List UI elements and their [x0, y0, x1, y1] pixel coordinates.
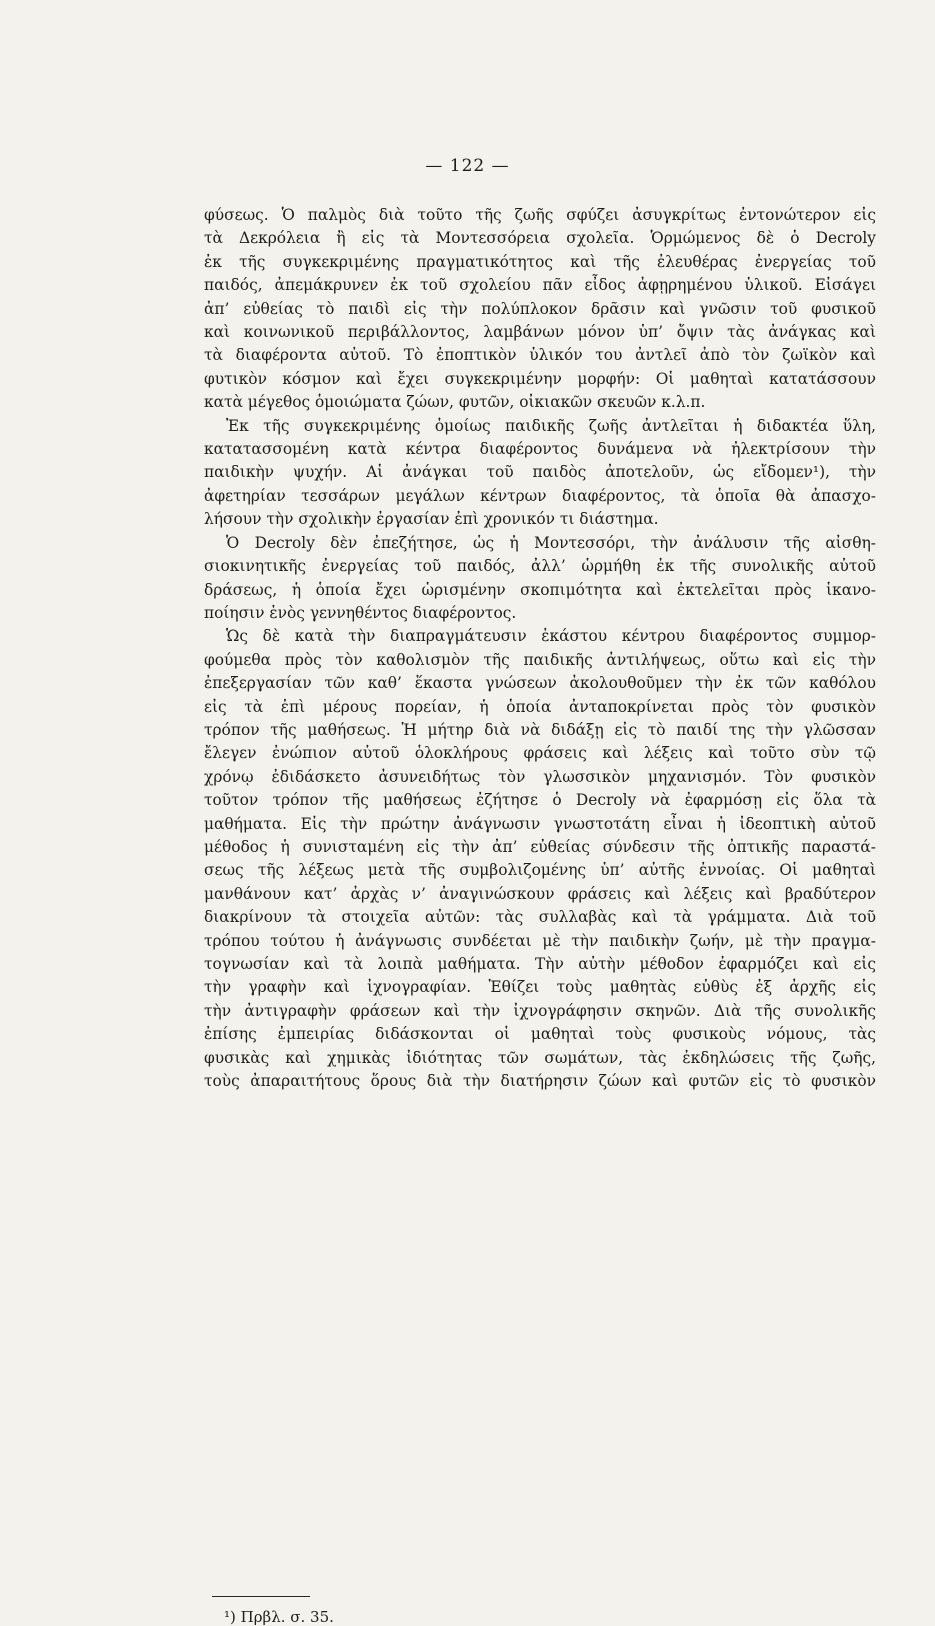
page-number: — 122 —	[425, 156, 510, 176]
text-line: Ἐκ τῆς συγκεκριμένης ὁμοίως παιδικῆς ζωῆς ἀντλεῖται ἡ διδακτέα ὕλη,	[226, 416, 876, 435]
text-line: Ὁ Decroly δὲν ἐπεζήτησε, ὡς ἡ Μοντεσσόρι, τὴν ἀνάλυσιν τῆς αἰσθη-	[226, 533, 876, 552]
text-line: ποίησιν ἑνὸς γεννηθέντος διαφέροντος.	[204, 603, 517, 622]
text-line: σιοκινητικῆς ἐνεργείας τοῦ παιδός, ἀλλ’ ὡρμήθη ἐκ τῆς συνολικῆς αὐτοῦ	[204, 557, 876, 576]
text-line: Ὡς δὲ κατὰ τὴν διαπραγμάτευσιν ἑκάστου κέντρου διαφέροντος συμμορ-	[226, 627, 876, 646]
text-line: λήσουν τὴν σχολικὴν ἐργασίαν ἐπὶ χρονικόν τι διάστημα.	[204, 510, 659, 529]
text-line: τογνωσίαν καὶ τὰ λοιπὰ μαθήματα. Τὴν αὐτὴν μέθοδον ἐφαρμόζει καὶ εἰς	[204, 955, 876, 973]
text-line: δράσεως, ἡ ὁποία ἔχει ὡρισμένην σκοπιμότητα καὶ ἐκτελεῖται πρὸς ἱκανο-	[204, 580, 876, 599]
text-line: παιδός, ἀπεμάκρυνεν ἐκ τοῦ σχολείου πᾶν εἶδος ἀφῃρημένου ὑλικοῦ. Εἰσάγει	[204, 276, 876, 295]
text-line: τρόπου τούτου ἡ ἀνάγνωσις συνδέεται μὲ τὴν παιδικὴν ζωήν, μὲ τὴν πραγμα-	[204, 931, 876, 950]
body-text	[204, 204, 876, 1093]
text-line: κατὰ μέγεθος ὁμοιώματα ζώων, φυτῶν, οἰκιακῶν σκευῶν κ.λ.π.	[204, 393, 706, 412]
text-line: φυσικὰς καὶ χημικὰς ἰδιότητας τῶν σωμάτων, τὰς ἐκδηλώσεις τῆς ζωῆς,	[204, 1048, 876, 1067]
text-line: μέθοδος ἡ συνισταμένη εἰς τὴν ἀπ’ εὐθείας σύνδεσιν τῆς ὀπτικῆς παραστά-	[204, 837, 876, 856]
text-line: μαθήματα. Εἰς τὴν πρώτην ἀνάγνωσιν γνωστοτάτη εἶναι ἡ ἰδεοπτικὴ αὐτοῦ	[204, 814, 876, 833]
text-line: φύσεως. Ὁ παλμὸς διὰ τοῦτο τῆς ζωῆς σφύζει ἀσυγκρίτως ἐντονώτερον εἰς	[204, 206, 876, 224]
text-line: ἀφετηρίαν τεσσάρων μεγάλων κέντρων διαφέροντος, τὰ ὁποῖα θὰ ἀπασχο-	[204, 486, 876, 505]
text-line: τοῦτον τρόπον τῆς μαθήσεως ἐζήτησε ὁ Decroly νὰ ἐφαρμόσῃ εἰς ὅλα τὰ	[204, 791, 876, 810]
text-line: διακρίνουν τὰ στοιχεῖα αὐτῶν: τὰς συλλαβὰς καὶ τὰ γράμματα. Διὰ τοῦ	[204, 908, 876, 927]
text-line: ἔλεγεν ἐνώπιον αὐτοῦ ὁλοκλήρους φράσεις καὶ λέξεις καὶ τοῦτο σὺν τῷ	[204, 744, 876, 763]
text-line: τὴν γραφὴν καὶ ἰχνογραφίαν. Ἐθίζει τοὺς μαθητὰς εὐθὺς ἐξ ἀρχῆς εἰς	[204, 978, 876, 997]
text-line: τὰ διαφέροντα αὐτοῦ. Τὸ ἐποπτικὸν ὑλικόν του ἀντλεῖ ἀπὸ τὸν ζωϊκὸν καὶ	[204, 346, 876, 365]
text-line: φυτικὸν κόσμον καὶ ἔχει συγκεκριμένην μορφήν: Οἱ μαθηταὶ κατατάσσουν	[204, 369, 876, 388]
text-line: τοὺς ἀπαραιτήτους ὅρους διὰ τὴν διατήρησιν ζώων καὶ φυτῶν εἰς τὸ φυσικὸν	[204, 1072, 876, 1091]
text-line: ἀπ’ εὐθείας τὸ παιδὶ εἰς τὴν πολύπλοκον δρᾶσιν καὶ γνῶσιν τοῦ φυσικοῦ	[204, 299, 876, 318]
footnote-divider	[212, 1596, 310, 1597]
text-line: παιδικὴν ψυχήν. Αἱ ἀνάγκαι τοῦ παιδὸς ἀποτελοῦν, ὡς εἴδομεν¹), τὴν	[204, 463, 876, 482]
text-line: καὶ κοινωνικοῦ περιβάλλοντος, λαμβάνων μόνον ὑπ’ ὄψιν τὰς ἀνάγκας καὶ	[204, 323, 876, 342]
text-line: εἰς τὰ ἐπὶ μέρους πορείαν, ἡ ὁποία ἀνταποκρίνεται πρὸς τὸν φυσικὸν	[204, 697, 876, 716]
text-line: ἐπίσης ἐμπειρίας διδάσκονται οἱ μαθηταὶ τοὺς φυσικοὺς νόμους, τὰς	[204, 1025, 876, 1044]
text-line: χρόνῳ ἐδιδάσκετο ἀσυνειδήτως τὸν γλωσσικὸν μηχανισμόν. Τὸν φυσικὸν	[204, 767, 876, 786]
text-line: μανθάνουν κατ’ ἀρχὰς ν’ ἀναγινώσκουν φράσεις καὶ λέξεις καὶ βραδύτερον	[204, 884, 876, 903]
text-line: κατατασσομένη κατὰ κέντρα διαφέροντος δυνάμενα νὰ ἠλεκτρίσουν τὴν	[204, 440, 876, 459]
footnote: ¹) Πρβλ. σ. 35.	[224, 1608, 334, 1626]
text-line: φούμεθα πρὸς τὸν καθολισμὸν τῆς παιδικῆς ἀντιλήψεως, οὕτω καὶ εἰς τὴν	[204, 650, 876, 669]
text-line: τὰ Δεκρόλεια ἢ εἰς τὰ Μοντεσσόρεια σχολεῖα. Ὁρμώμενος δὲ ὁ Decroly	[204, 229, 876, 248]
text-line: ἐπεξεργασίαν τῶν καθ’ ἕκαστα γνώσεων ἀκολουθοῦμεν τὴν ἐκ τῶν καθόλου	[204, 674, 876, 693]
text-line: τρόπον τῆς μαθήσεως. Ἡ μήτηρ διὰ νὰ διδάξῃ εἰς τὸ παιδί της τὴν γλῶσσαν	[204, 720, 876, 739]
text-line: σεως τῆς λέξεως μετὰ τῆς συμβολιζομένης ὑπ’ αὐτῆς ἐννοίας. Οἱ μαθηταὶ	[204, 861, 876, 880]
text-line: ἐκ τῆς συγκεκριμένης πραγματικότητος καὶ τῆς ἐλευθέρας ἐνεργείας τοῦ	[204, 252, 876, 271]
text-line: τὴν ἀντιγραφὴν φράσεων καὶ τὴν ἰχνογράφησιν σκηνῶν. Διὰ τῆς συνολικῆς	[204, 1001, 876, 1020]
